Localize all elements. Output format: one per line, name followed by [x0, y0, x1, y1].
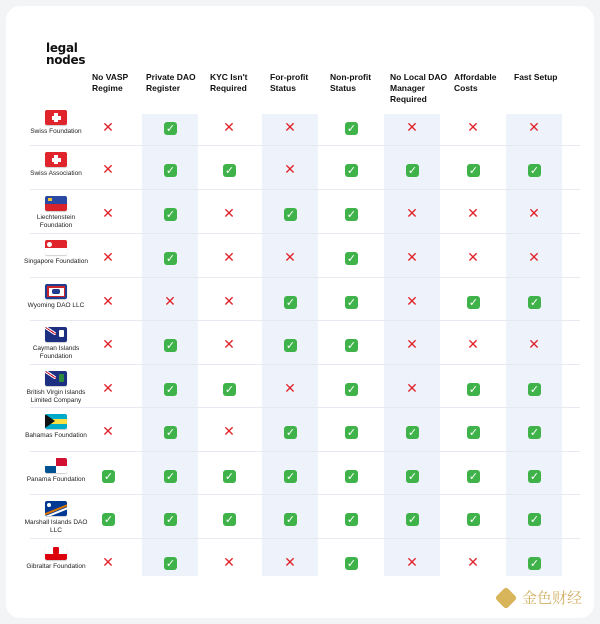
- cross-icon: ✕: [528, 250, 540, 266]
- row-label: [20, 110, 92, 136]
- check-icon: ✓: [165, 208, 176, 221]
- check-icon: ✓: [407, 513, 418, 526]
- cross-icon: ✕: [406, 294, 418, 310]
- row-label-text: Wyoming DAO LLC: [27, 302, 85, 309]
- check-icon: ✓: [346, 383, 357, 396]
- cross-icon: ✕: [223, 294, 235, 310]
- check-icon: ✓: [468, 383, 479, 396]
- check-icon: ✓: [224, 383, 235, 396]
- row-label: [20, 196, 92, 229]
- check-icon: ✓: [529, 557, 540, 570]
- check-icon: ✓: [103, 470, 114, 483]
- cross-icon: ✕: [284, 162, 296, 178]
- check-icon: ✓: [346, 513, 357, 526]
- check-icon: ✓: [224, 470, 235, 483]
- cross-icon: ✕: [223, 555, 235, 571]
- check-icon: ✓: [529, 470, 540, 483]
- check-icon: ✓: [346, 296, 357, 309]
- cross-icon: ✕: [102, 555, 114, 571]
- cross-icon: ✕: [102, 250, 114, 266]
- row-divider: [30, 494, 580, 495]
- row-label-text: Swiss Foundation: [30, 128, 82, 135]
- cross-icon: ✕: [467, 250, 479, 266]
- check-icon: ✓: [285, 513, 296, 526]
- wyoming-flag-icon: [45, 284, 67, 299]
- check-icon: ✓: [165, 513, 176, 526]
- column-header: Non-profit Status: [330, 72, 372, 93]
- cross-icon: ✕: [102, 381, 114, 397]
- check-icon: ✓: [285, 426, 296, 439]
- row-label-text: Singapore Foundation: [24, 258, 88, 265]
- bvi-flag-icon: [45, 371, 67, 386]
- watermark: [498, 587, 582, 608]
- row-divider: [30, 320, 580, 321]
- cross-icon: ✕: [102, 337, 114, 353]
- comparison-card: [6, 6, 594, 618]
- cross-icon: ✕: [467, 337, 479, 353]
- column-header: No Local DAO Manager Required: [390, 72, 448, 104]
- check-icon: ✓: [468, 296, 479, 309]
- cross-icon: ✕: [406, 206, 418, 222]
- legal-nodes-logo: legal nodes: [46, 41, 86, 67]
- row-label: [20, 414, 92, 440]
- column-header: Fast Setup: [514, 72, 558, 82]
- cross-icon: ✕: [467, 206, 479, 222]
- row-divider: [30, 364, 580, 365]
- cross-icon: ✕: [406, 555, 418, 571]
- cross-icon: ✕: [406, 120, 418, 136]
- check-icon: ✓: [346, 426, 357, 439]
- cross-icon: ✕: [223, 120, 235, 136]
- check-icon: ✓: [407, 164, 418, 177]
- check-icon: ✓: [529, 426, 540, 439]
- row-label: [20, 152, 92, 178]
- cross-icon: ✕: [284, 555, 296, 571]
- row-label: [20, 501, 92, 534]
- row-label: [20, 545, 92, 571]
- row-label: [20, 284, 92, 310]
- row-label-text: Cayman Islands Foundation: [32, 345, 80, 360]
- check-icon: ✓: [285, 339, 296, 352]
- cross-icon: ✕: [223, 250, 235, 266]
- row-divider: [30, 538, 580, 539]
- cross-icon: ✕: [164, 294, 176, 310]
- cross-icon: ✕: [223, 337, 235, 353]
- check-icon: ✓: [346, 339, 357, 352]
- singapore-flag-icon: [45, 240, 67, 255]
- cross-icon: ✕: [406, 381, 418, 397]
- row-label-text: Panama Foundation: [26, 476, 86, 483]
- cross-icon: ✕: [223, 424, 235, 440]
- check-icon: ✓: [165, 426, 176, 439]
- row-label-text: British Virgin Islands Limited Company: [26, 389, 86, 404]
- row-label-text: Bahamas Foundation: [25, 432, 87, 439]
- cross-icon: ✕: [406, 250, 418, 266]
- row-divider: [30, 277, 580, 278]
- check-icon: ✓: [346, 252, 357, 265]
- cross-icon: ✕: [528, 206, 540, 222]
- check-icon: ✓: [165, 122, 176, 135]
- cayman-flag-icon: [45, 327, 67, 342]
- check-icon: ✓: [165, 252, 176, 265]
- check-icon: ✓: [224, 513, 235, 526]
- check-icon: ✓: [224, 164, 235, 177]
- cross-icon: ✕: [102, 206, 114, 222]
- cross-icon: ✕: [284, 120, 296, 136]
- check-icon: ✓: [468, 426, 479, 439]
- bahamas-flag-icon: [45, 414, 67, 429]
- row-label-text: Liechtenstein Foundation: [36, 214, 76, 229]
- check-icon: ✓: [468, 164, 479, 177]
- cross-icon: ✕: [102, 162, 114, 178]
- check-icon: ✓: [468, 513, 479, 526]
- check-icon: ✓: [407, 426, 418, 439]
- column-header: No VASP Regime: [92, 72, 129, 93]
- check-icon: ✓: [346, 208, 357, 221]
- row-label: [20, 371, 92, 404]
- cross-icon: ✕: [467, 120, 479, 136]
- check-icon: ✓: [285, 470, 296, 483]
- column-header: Affordable Costs: [454, 72, 497, 93]
- cross-icon: ✕: [528, 120, 540, 136]
- check-icon: ✓: [165, 557, 176, 570]
- row-divider: [30, 189, 580, 190]
- check-icon: ✓: [529, 383, 540, 396]
- cross-icon: ✕: [406, 337, 418, 353]
- row-divider: [30, 451, 580, 452]
- check-icon: ✓: [346, 164, 357, 177]
- row-divider: [30, 233, 580, 234]
- check-icon: ✓: [165, 383, 176, 396]
- check-icon: ✓: [529, 296, 540, 309]
- cross-icon: ✕: [102, 294, 114, 310]
- check-icon: ✓: [346, 557, 357, 570]
- cross-icon: ✕: [528, 337, 540, 353]
- cross-icon: ✕: [467, 555, 479, 571]
- column-header: Private DAO Register: [146, 72, 196, 93]
- gibraltar-flag-icon: [45, 545, 67, 560]
- check-icon: ✓: [407, 470, 418, 483]
- switzerland-flag-icon: [45, 152, 67, 167]
- cross-icon: ✕: [284, 250, 296, 266]
- row-label-text: Gibraltar Foundation: [26, 563, 86, 570]
- check-icon: ✓: [165, 339, 176, 352]
- check-icon: ✓: [346, 122, 357, 135]
- check-icon: ✓: [285, 208, 296, 221]
- row-label: [20, 240, 92, 266]
- row-label-text: Swiss Association: [30, 170, 82, 177]
- row-divider: [30, 407, 580, 408]
- check-icon: ✓: [346, 470, 357, 483]
- column-header: For-profit Status: [270, 72, 309, 93]
- row-label: [20, 327, 92, 360]
- switzerland-flag-icon: [45, 110, 67, 125]
- row-divider: [30, 145, 580, 146]
- check-icon: ✓: [468, 470, 479, 483]
- check-icon: ✓: [529, 164, 540, 177]
- watermark-logo-icon: [495, 586, 518, 609]
- cross-icon: ✕: [102, 120, 114, 136]
- liechtenstein-flag-icon: [45, 196, 67, 211]
- watermark-text: 金色财经: [521, 589, 582, 607]
- column-header: KYC Isn't Required: [210, 72, 248, 93]
- check-icon: ✓: [103, 513, 114, 526]
- check-icon: ✓: [165, 164, 176, 177]
- panama-flag-icon: [45, 458, 67, 473]
- cross-icon: ✕: [102, 424, 114, 440]
- cross-icon: ✕: [223, 206, 235, 222]
- marshall-flag-icon: [45, 501, 67, 516]
- cross-icon: ✕: [284, 381, 296, 397]
- check-icon: ✓: [165, 470, 176, 483]
- row-label-text: Marshall Islands DAO LLC: [24, 519, 88, 534]
- check-icon: ✓: [529, 513, 540, 526]
- row-label: [20, 458, 92, 484]
- check-icon: ✓: [285, 296, 296, 309]
